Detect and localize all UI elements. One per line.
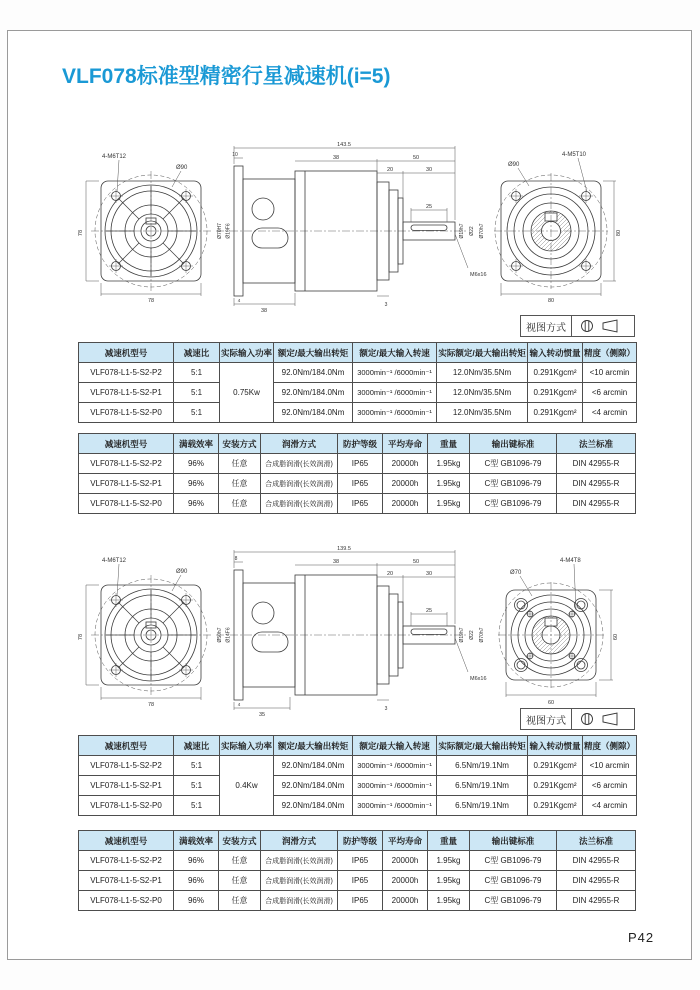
flange-std-cell: DIN 42955-R xyxy=(557,474,636,494)
model-cell: VLF078-L1-5-S2-P1 xyxy=(79,474,174,494)
col-header: 减速比 xyxy=(174,736,220,756)
side-key-dia: Ø22 xyxy=(469,226,475,236)
life-cell: 20000h xyxy=(383,454,428,474)
inertia-cell: 0.291Kgcm² xyxy=(528,363,583,383)
info-table-bottom xyxy=(78,830,636,911)
col-header: 输出键标准 xyxy=(470,434,557,454)
inertia-cell: 0.291Kgcm² xyxy=(528,403,583,423)
efficiency-cell: 96% xyxy=(174,494,219,514)
life-cell: 20000h xyxy=(383,474,428,494)
projection-symbol-icons xyxy=(572,316,634,336)
side-dim-t1: 4 xyxy=(237,298,241,303)
col-header: 输入转动惯量 xyxy=(528,736,583,756)
mount-cell: 任意 xyxy=(219,871,261,891)
front-bolt-callout: 4-M6T12 xyxy=(102,558,127,564)
spec-table-top xyxy=(78,342,637,423)
first-angle-projection-icon xyxy=(577,318,629,334)
front-dia-callout: Ø90 xyxy=(176,165,188,171)
precision-cell: <6 arcmin xyxy=(583,776,637,796)
side-pilot-dia: Ø70h7 xyxy=(479,223,485,239)
header-row xyxy=(79,434,636,454)
header-row xyxy=(79,736,637,756)
front-bolt-callout: 4-M6T12 xyxy=(102,154,127,160)
lube-cell: 合成脂润滑(长效润滑) xyxy=(261,871,338,891)
spec-table-bottom xyxy=(78,735,637,816)
flange-std-cell: DIN 42955-R xyxy=(557,891,636,911)
key-std-cell: C型 GB1096-79 xyxy=(470,851,557,871)
col-header: 额定/最大输入转速 xyxy=(353,736,437,756)
weight-cell: 1.95kg xyxy=(428,851,470,871)
side-dim-plate: 8 xyxy=(234,556,238,562)
power-cell: 0.4Kw xyxy=(220,756,274,816)
side-dim-flange: 20 xyxy=(386,571,394,577)
col-header: 减速机型号 xyxy=(79,434,174,454)
col-header: 法兰标准 xyxy=(557,831,636,851)
model-cell: VLF078-L1-5-S2-P2 xyxy=(79,756,174,776)
mount-cell: 任意 xyxy=(219,454,261,474)
ip-cell: IP65 xyxy=(338,851,383,871)
col-header: 防护等级 xyxy=(338,434,383,454)
projection-symbol-icons xyxy=(572,709,634,729)
front-view xyxy=(86,160,211,296)
col-header: 法兰标准 xyxy=(557,434,636,454)
precision-cell: <10 arcmin xyxy=(583,363,637,383)
side-dim-key: 25 xyxy=(425,608,433,614)
key-std-cell: C型 GB1096-79 xyxy=(470,871,557,891)
col-header: 满载效率 xyxy=(174,434,219,454)
efficiency-cell: 96% xyxy=(174,474,219,494)
header-row xyxy=(79,831,636,851)
key-std-cell: C型 GB1096-79 xyxy=(470,494,557,514)
ip-cell: IP65 xyxy=(338,494,383,514)
rear-view xyxy=(498,564,613,697)
ratio-cell: 5:1 xyxy=(174,403,220,423)
col-header: 实际额定/最大输出转矩 xyxy=(437,343,528,363)
side-tap-callout: M6x16 xyxy=(470,676,487,682)
weight-cell: 1.95kg xyxy=(428,494,470,514)
key-std-cell: C型 GB1096-79 xyxy=(470,454,557,474)
col-header: 输出键标准 xyxy=(470,831,557,851)
torque-cell: 92.0Nm/184.0Nm xyxy=(274,796,353,816)
model-cell: VLF078-L1-5-S2-P2 xyxy=(79,363,174,383)
col-header: 安装方式 xyxy=(219,831,261,851)
precision-cell: <6 arcmin xyxy=(583,383,637,403)
efficiency-cell: 96% xyxy=(174,851,219,871)
model-cell: VLF078-L1-5-S2-P0 xyxy=(79,891,174,911)
rear-dim-w: 60 xyxy=(547,700,555,706)
front-dim-h: 78 xyxy=(78,633,84,641)
table-row xyxy=(79,891,636,911)
col-header: 减速机型号 xyxy=(79,831,174,851)
info-table-top xyxy=(78,433,636,514)
first-angle-projection-icon xyxy=(577,711,629,727)
lube-cell: 合成脂润滑(长效润滑) xyxy=(261,891,338,911)
ip-cell: IP65 xyxy=(338,871,383,891)
mount-cell: 任意 xyxy=(219,891,261,911)
side-tap-callout: M6x16 xyxy=(470,272,487,278)
col-header: 重量 xyxy=(428,434,470,454)
side-input-pilot-dia: Ø50h7 xyxy=(217,627,223,643)
speed-cell: 3000min⁻¹ /6000min⁻¹ xyxy=(353,756,437,776)
model-cell: VLF078-L1-5-S2-P2 xyxy=(79,851,174,871)
model-cell: VLF078-L1-5-S2-P1 xyxy=(79,871,174,891)
power-cell: 0.75Kw xyxy=(220,363,274,423)
side-key-dia: Ø22 xyxy=(469,630,475,640)
view-mode-label: 视图方式 xyxy=(521,709,572,729)
lube-cell: 合成脂润滑(长效润滑) xyxy=(261,454,338,474)
side-dim-t2: 3 xyxy=(384,706,388,712)
col-header: 减速机型号 xyxy=(79,343,174,363)
key-std-cell: C型 GB1096-79 xyxy=(470,891,557,911)
table-row xyxy=(79,383,637,403)
life-cell: 20000h xyxy=(383,871,428,891)
precision-cell: <4 arcmin xyxy=(583,403,637,423)
side-dim-t1: 4 xyxy=(237,702,241,707)
table-row xyxy=(79,363,637,383)
front-view xyxy=(86,564,211,700)
efficiency-cell: 96% xyxy=(174,891,219,911)
efficiency-cell: 96% xyxy=(174,871,219,891)
lube-cell: 合成脂润滑(长效润滑) xyxy=(261,851,338,871)
col-header: 平均寿命 xyxy=(383,831,428,851)
side-input-pilot-dia: Ø70H7 xyxy=(217,223,223,239)
rear-dim-h: 80 xyxy=(616,229,622,237)
col-header: 满载效率 xyxy=(174,831,219,851)
weight-cell: 1.95kg xyxy=(428,454,470,474)
side-dim-key: 25 xyxy=(425,204,433,210)
front-dim-h: 78 xyxy=(78,229,84,237)
col-header: 防护等级 xyxy=(338,831,383,851)
table-row xyxy=(79,851,636,871)
technical-drawing-top xyxy=(66,136,636,321)
torque-cell: 92.0Nm/184.0Nm xyxy=(274,383,353,403)
actual-torque-cell: 12.0Nm/35.5Nm xyxy=(437,363,528,383)
side-input-bore-dia: Ø19F6 xyxy=(225,223,232,239)
speed-cell: 3000min⁻¹ /6000min⁻¹ xyxy=(353,403,437,423)
precision-cell: <10 arcmin xyxy=(583,756,637,776)
model-cell: VLF078-L1-5-S2-P2 xyxy=(79,454,174,474)
col-header: 实际输入功率 xyxy=(220,343,274,363)
efficiency-cell: 96% xyxy=(174,454,219,474)
torque-cell: 92.0Nm/184.0Nm xyxy=(274,403,353,423)
table-row xyxy=(79,454,636,474)
flange-std-cell: DIN 42955-R xyxy=(557,851,636,871)
precision-cell: <4 arcmin xyxy=(583,796,637,816)
table-row xyxy=(79,403,637,423)
rear-dia-callout: Ø70 xyxy=(510,570,522,576)
side-pilot-dia: Ø70h7 xyxy=(479,627,485,643)
flange-std-cell: DIN 42955-R xyxy=(557,454,636,474)
key-std-cell: C型 GB1096-79 xyxy=(470,474,557,494)
front-dim-w: 78 xyxy=(147,702,155,708)
rear-bolt-callout: 4-M5T10 xyxy=(562,152,587,158)
model-cell: VLF078-L1-5-S2-P1 xyxy=(79,383,174,403)
weight-cell: 1.95kg xyxy=(428,871,470,891)
front-dia-callout: Ø90 xyxy=(176,569,188,575)
technical-drawing-bottom xyxy=(66,540,636,725)
rear-view xyxy=(494,158,616,296)
ip-cell: IP65 xyxy=(338,891,383,911)
ratio-cell: 5:1 xyxy=(174,776,220,796)
lube-cell: 合成脂润滑(长效润滑) xyxy=(261,494,338,514)
view-mode-label: 视图方式 xyxy=(521,316,572,336)
side-dim-body: 38 xyxy=(332,559,340,565)
col-header: 减速机型号 xyxy=(79,736,174,756)
mount-cell: 任意 xyxy=(219,851,261,871)
torque-cell: 92.0Nm/184.0Nm xyxy=(274,756,353,776)
table-row xyxy=(79,756,637,776)
table-row xyxy=(79,776,637,796)
inertia-cell: 0.291Kgcm² xyxy=(528,796,583,816)
side-dim-shaft: 30 xyxy=(425,571,433,577)
life-cell: 20000h xyxy=(383,851,428,871)
header-row xyxy=(79,343,637,363)
side-dim-back: 38 xyxy=(260,308,268,314)
speed-cell: 3000min⁻¹ /6000min⁻¹ xyxy=(353,363,437,383)
side-dim-out: 50 xyxy=(412,155,420,161)
model-cell: VLF078-L1-5-S2-P0 xyxy=(79,796,174,816)
ratio-cell: 5:1 xyxy=(174,756,220,776)
model-cell: VLF078-L1-5-S2-P0 xyxy=(79,494,174,514)
rear-dia-callout: Ø90 xyxy=(508,162,520,168)
col-header: 精度（侧隙） xyxy=(583,736,637,756)
front-dim-w: 78 xyxy=(147,298,155,304)
ip-cell: IP65 xyxy=(338,474,383,494)
col-header: 额定/最大输入转速 xyxy=(353,343,437,363)
side-dim-total: 143.5 xyxy=(337,142,351,148)
col-header: 重量 xyxy=(428,831,470,851)
col-header: 平均寿命 xyxy=(383,434,428,454)
rear-dim-w: 80 xyxy=(547,298,555,304)
ratio-cell: 5:1 xyxy=(174,383,220,403)
ip-cell: IP65 xyxy=(338,454,383,474)
rear-bolt-callout: 4-M4T8 xyxy=(560,558,581,564)
actual-torque-cell: 6.5Nm/19.1Nm xyxy=(437,796,528,816)
side-dim-flange: 20 xyxy=(386,167,394,173)
side-shaft-dia: Ø19h7 xyxy=(459,627,465,643)
inertia-cell: 0.291Kgcm² xyxy=(528,383,583,403)
col-header: 精度（侧隙） xyxy=(583,343,637,363)
inertia-cell: 0.291Kgcm² xyxy=(528,756,583,776)
mount-cell: 任意 xyxy=(219,494,261,514)
table-row xyxy=(79,494,636,514)
side-input-bore-dia: Ø14F6 xyxy=(225,627,232,643)
page-number: P42 xyxy=(628,930,655,945)
side-dim-out: 50 xyxy=(412,559,420,565)
view-mode-box-top xyxy=(520,315,635,337)
weight-cell: 1.95kg xyxy=(428,474,470,494)
life-cell: 20000h xyxy=(383,494,428,514)
col-header: 输入转动惯量 xyxy=(528,343,583,363)
table-row xyxy=(79,796,637,816)
flange-std-cell: DIN 42955-R xyxy=(557,494,636,514)
torque-cell: 92.0Nm/184.0Nm xyxy=(274,776,353,796)
life-cell: 20000h xyxy=(383,891,428,911)
mount-cell: 任意 xyxy=(219,474,261,494)
side-dim-shaft: 30 xyxy=(425,167,433,173)
col-header: 实际输入功率 xyxy=(220,736,274,756)
flange-std-cell: DIN 42955-R xyxy=(557,871,636,891)
actual-torque-cell: 12.0Nm/35.5Nm xyxy=(437,383,528,403)
col-header: 额定/最大输出转矩 xyxy=(274,736,353,756)
side-dim-total: 139.5 xyxy=(337,546,351,552)
table-row xyxy=(79,871,636,891)
actual-torque-cell: 6.5Nm/19.1Nm xyxy=(437,776,528,796)
speed-cell: 3000min⁻¹ /6000min⁻¹ xyxy=(353,776,437,796)
table-row xyxy=(79,474,636,494)
side-shaft-dia: Ø19h7 xyxy=(459,223,465,239)
weight-cell: 1.95kg xyxy=(428,891,470,911)
torque-cell: 92.0Nm/184.0Nm xyxy=(274,363,353,383)
actual-torque-cell: 6.5Nm/19.1Nm xyxy=(437,756,528,776)
side-dim-body: 38 xyxy=(332,155,340,161)
col-header: 减速比 xyxy=(174,343,220,363)
ratio-cell: 5:1 xyxy=(174,796,220,816)
actual-torque-cell: 12.0Nm/35.5Nm xyxy=(437,403,528,423)
col-header: 额定/最大输出转矩 xyxy=(274,343,353,363)
col-header: 润滑方式 xyxy=(261,434,338,454)
speed-cell: 3000min⁻¹ /6000min⁻¹ xyxy=(353,383,437,403)
rear-dim-h: 60 xyxy=(613,633,619,641)
model-cell: VLF078-L1-5-S2-P0 xyxy=(79,403,174,423)
page-title: VLF078标准型精密行星减速机(i=5) xyxy=(62,65,391,88)
speed-cell: 3000min⁻¹ /6000min⁻¹ xyxy=(353,796,437,816)
side-dim-t2: 3 xyxy=(384,302,388,308)
side-dim-back: 35 xyxy=(258,712,266,718)
col-header: 实际额定/最大输出转矩 xyxy=(437,736,528,756)
col-header: 润滑方式 xyxy=(261,831,338,851)
model-cell: VLF078-L1-5-S2-P1 xyxy=(79,776,174,796)
lube-cell: 合成脂润滑(长效润滑) xyxy=(261,474,338,494)
view-mode-box-bottom xyxy=(520,708,635,730)
side-dim-plate: 10 xyxy=(232,152,238,158)
inertia-cell: 0.291Kgcm² xyxy=(528,776,583,796)
col-header: 安装方式 xyxy=(219,434,261,454)
ratio-cell: 5:1 xyxy=(174,363,220,383)
